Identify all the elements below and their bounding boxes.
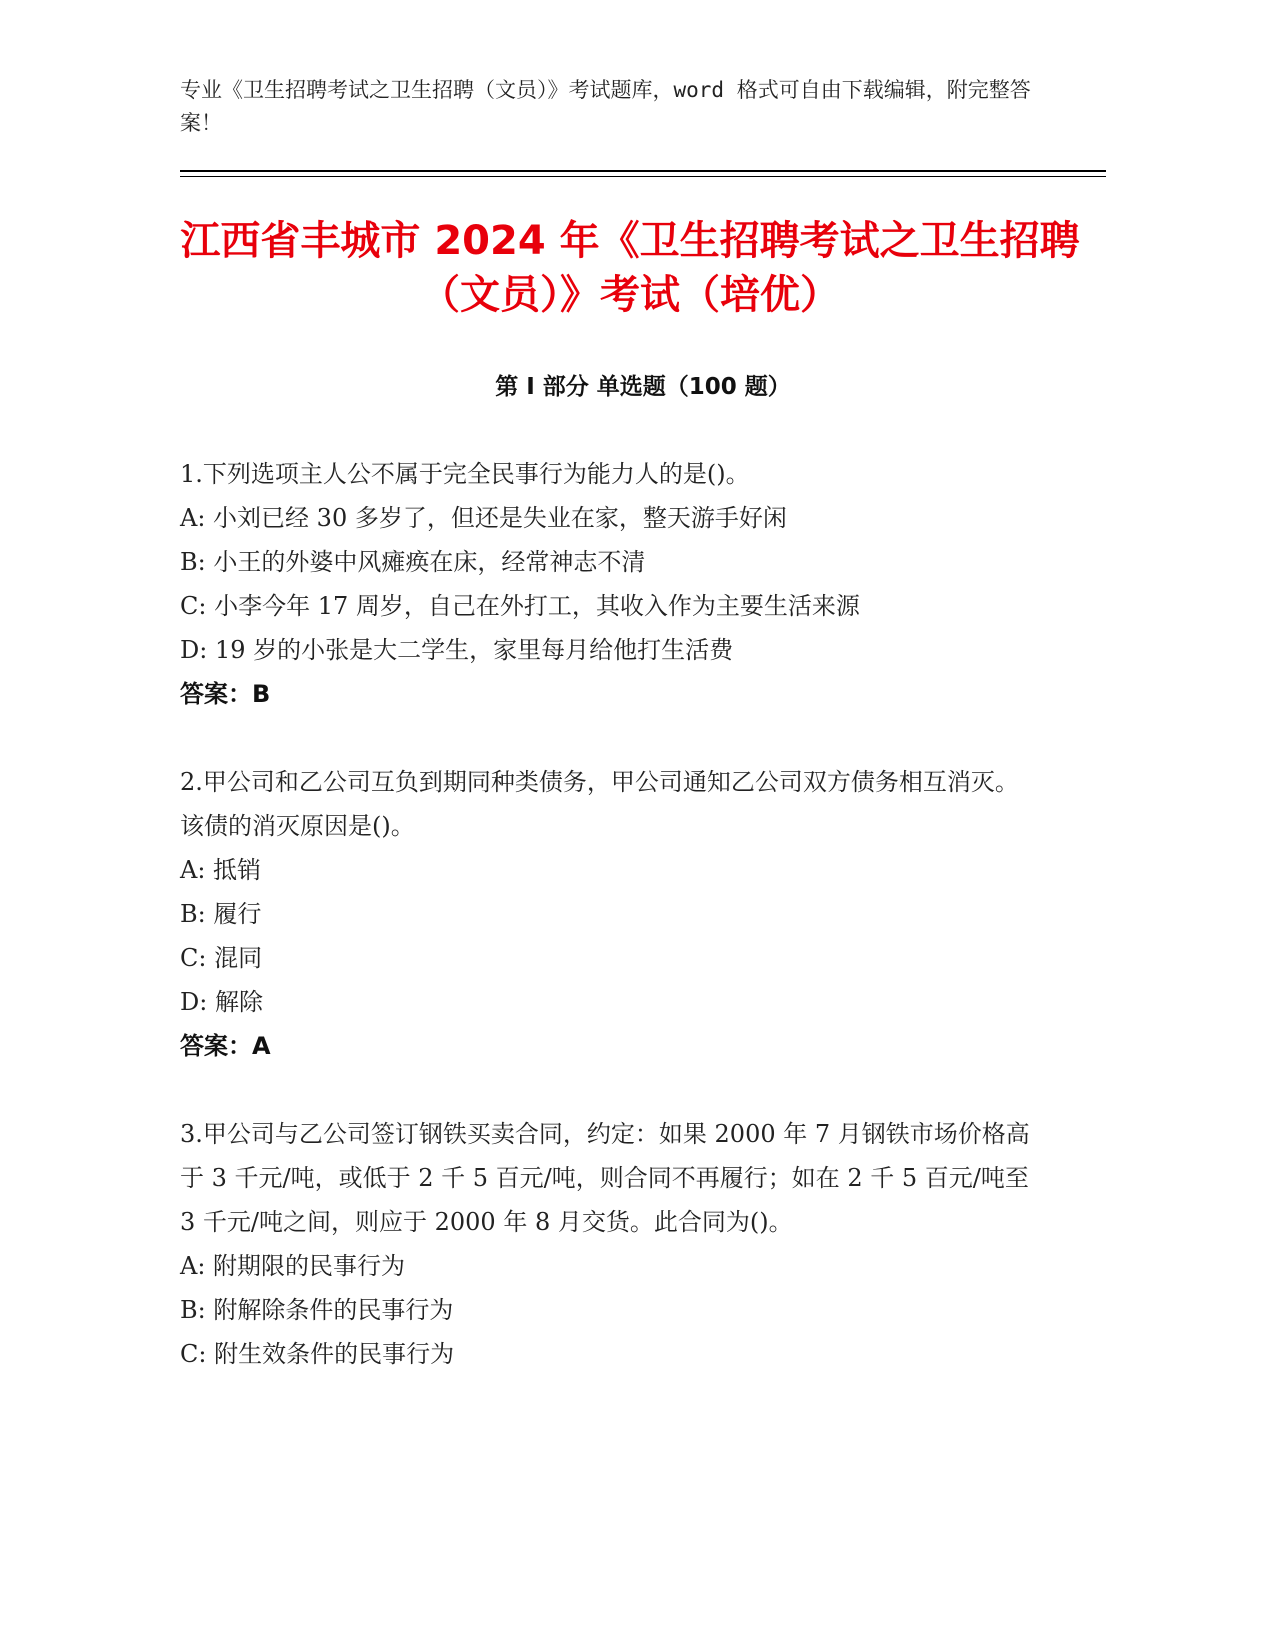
option-d: D: 解除 (180, 988, 263, 1016)
answer-label: 答案：B (180, 680, 271, 708)
option-a: A: 附期限的民事行为 (180, 1252, 406, 1280)
header-divider-thick (180, 170, 1106, 172)
question-list (180, 452, 1040, 1420)
header-divider-thin (180, 176, 1106, 177)
question-stem: 1.下列选项主人公不属于完全民事行为能力人的是()。 (180, 460, 750, 488)
option-b: B: 小王的外婆中风瘫痪在床，经常神志不清 (180, 548, 646, 576)
answer-label: 答案：A (180, 1032, 271, 1060)
section-heading: 第 I 部分 单选题（100 题） (495, 374, 791, 400)
option-b: B: 附解除条件的民事行为 (180, 1296, 454, 1324)
option-c: C: 混同 (180, 944, 263, 972)
question-stem: 2.甲公司和乙公司互负到期同种类债务，甲公司通知乙公司双方债务相互消灭。该债的消灭原因是()。 (180, 768, 1019, 840)
option-a: A: 抵销 (180, 856, 262, 884)
option-c: C: 附生效条件的民事行为 (180, 1340, 455, 1368)
question-3 (180, 1112, 1040, 1376)
option-c: C: 小李今年 17 周岁，自己在外打工，其收入作为主要生活来源 (180, 592, 860, 620)
option-b: B: 履行 (180, 900, 262, 928)
question-1 (180, 452, 1040, 716)
header-note: 专业《卫生招聘考试之卫生招聘（文员）》考试题库，word 格式可自由下载编辑，附完整答案！ (180, 78, 1031, 135)
question-2 (180, 760, 1040, 1068)
option-d: D: 19 岁的小张是大二学生，家里每月给他打生活费 (180, 636, 734, 664)
option-a: A: 小刘已经 30 多岁了，但还是失业在家，整天游手好闲 (180, 504, 787, 532)
question-stem: 3.甲公司与乙公司签订钢铁买卖合同，约定：如果 2000 年 7 月钢铁市场价格高于 3 千元/吨，或低于 2 千 5 百元/吨，则合同不再履行；如在 2 千 5 百元/吨至 3 千元/吨之间，则应于 2000 年 8 月交货。此合同为()。 (180, 1120, 1030, 1236)
document-title: 江西省丰城市 2024 年《卫生招聘考试之卫生招聘（文员）》考试（培优） (180, 218, 1080, 318)
